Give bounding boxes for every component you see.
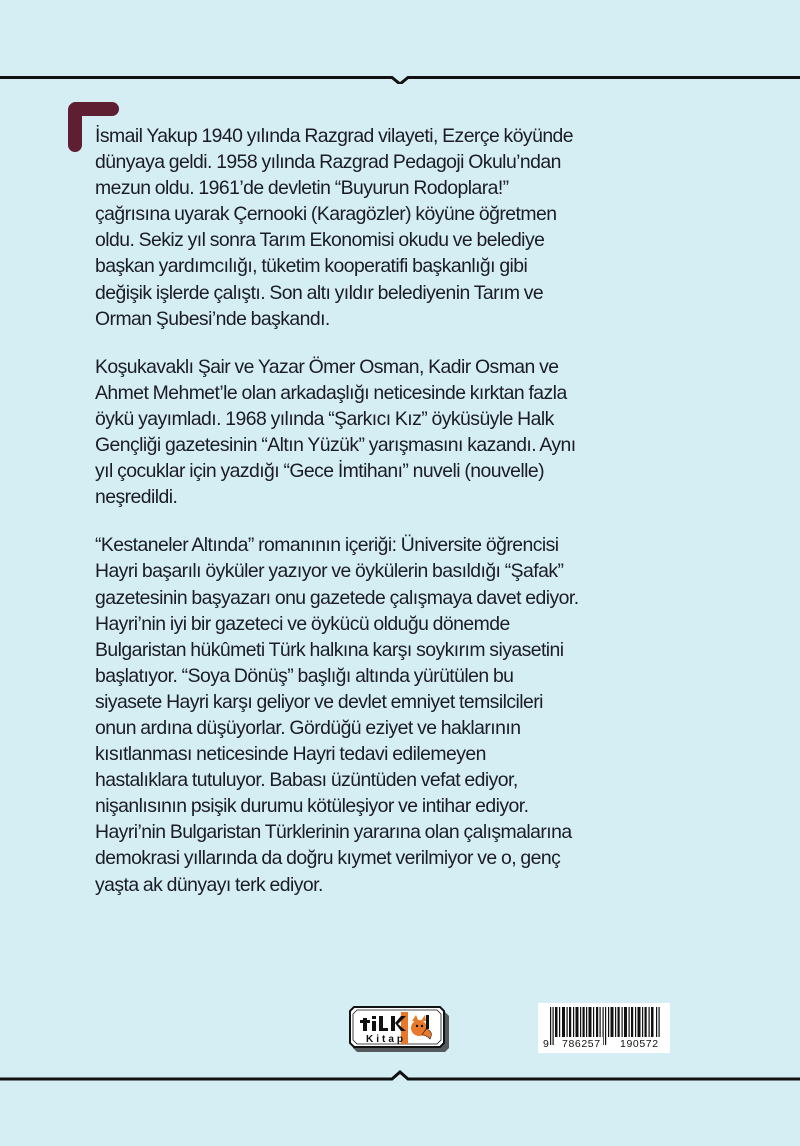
text-line: kısıtlanması neticesinde Hayri tedavi edilemeyen	[95, 743, 486, 766]
bottom-divider	[0, 1068, 800, 1082]
text-line: onun ardına düşüyorlar. Gördüğü eziyet ve haklarının	[95, 716, 521, 739]
author-bio-paragraph	[95, 123, 715, 332]
author-works-paragraph	[95, 354, 715, 511]
text-line: öykü yayımladı. 1968 yılında “Şarkıcı Kız” öyküsüyle Halk	[95, 407, 554, 430]
text-line: dünyaya geldi. 1958 yılında Razgrad Pedagoji Okulu’ndan	[95, 151, 561, 174]
text-line: mezun oldu. 1961’de devletin “Buyurun Rodoplara!”	[95, 177, 509, 200]
text-line: siyasete Hayri karşı geliyor ve devlet emniyet temsilcileri	[95, 690, 543, 713]
back-cover-text	[95, 123, 715, 920]
text-line: Ahmet Mehmet’le olan arkadaşlığı neticesinde kırktan fazla	[95, 381, 567, 404]
text-line: değişik işlerde çalıştı. Son altı yıldır belediyenin Tarım ve	[95, 281, 544, 304]
text-line: yıl çocuklar için yazdığı “Gece İmtihanı” nuveli (nouvelle)	[95, 460, 545, 483]
isbn-left-group: 786257	[562, 1038, 601, 1050]
isbn-barcode	[538, 1003, 670, 1053]
text-line: İsmail Yakup 1940 yılında Razgrad vilayeti, Ezerçe köyünde	[95, 125, 574, 147]
text-line: Orman Şubesi’nde başkandı.	[95, 307, 330, 330]
text-line: çağrısına uyarak Çernooki (Karagözler) köyüne öğretmen	[95, 203, 557, 226]
text-line: gazetesinin başyazarı onu gazetede çalışmaya davet ediyor.	[95, 586, 579, 609]
text-line: neşredildi.	[95, 486, 178, 509]
text-line: başlatıyor. “Soya Dönüş” başlığı altında yürütülen bu	[95, 664, 514, 687]
publisher-logo	[346, 1005, 450, 1053]
text-line: başkan yardımcılığı, tüketim kooperatifi başkanlığı gibi	[95, 255, 528, 278]
top-divider	[0, 70, 800, 84]
text-line: oldu. Sekiz yıl sonra Tarım Ekonomisi okudu ve belediye	[95, 229, 545, 252]
isbn-first-digit: 9	[543, 1038, 549, 1050]
isbn-right-group: 190572	[620, 1038, 659, 1050]
isbn-digits	[538, 1037, 670, 1051]
text-line: nişanlısının psişik durumu kötüleşiyor ve intihar ediyor.	[95, 795, 529, 818]
text-line: Gençliği gazetesinin “Altın Yüzük” yarışmasını kazandı. Aynı	[95, 434, 576, 457]
text-line: Bulgaristan hükûmeti Türk halkına karşı soykırım siyasetini	[95, 638, 564, 661]
text-line: Koşukavaklı Şair ve Yazar Ömer Osman, Kadir Osman ve	[95, 355, 559, 378]
text-line: Hayri’nin iyi bir gazeteci ve öykücü olduğu dönemde	[95, 612, 510, 635]
text-line: hastalıklara tutuluyor. Babası üzüntüden vefat ediyor,	[95, 769, 518, 792]
svg-text:Kitap: Kitap	[366, 1034, 406, 1045]
text-line: “Kestaneler Altında” romanının içeriği: Üniversite öğrencisi	[95, 534, 559, 557]
text-line: Hayri’nin Bulgaristan Türklerinin yararına olan çalışmalarına	[95, 821, 572, 844]
text-line: demokrasi yıllarında da doğru kıymet verilmiyor ve o, genç	[95, 847, 561, 870]
text-line: yaşta ak dünyayı terk ediyor.	[95, 873, 323, 896]
text-line: Hayri başarılı öyküler yazıyor ve öykülerin basıldığı “Şafak”	[95, 560, 564, 583]
novel-summary-paragraph	[95, 532, 715, 897]
